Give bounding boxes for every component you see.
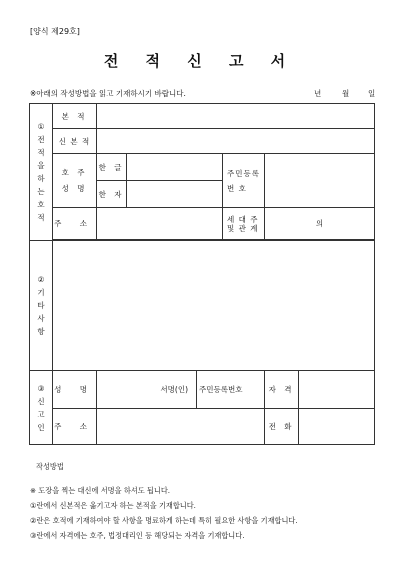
instructions-heading: 작성방법 — [36, 462, 64, 471]
date-year-label: 년 — [314, 89, 322, 98]
qualification-label: 자 격 — [265, 371, 299, 409]
hanja-label: 한 자 — [97, 181, 127, 208]
reporter-address-label: 주 소 — [53, 409, 97, 445]
reporter-name-field[interactable] — [97, 371, 197, 409]
instruction-line: ③란에서 자격에는 호주, 법정대리인 등 해당되는 자격을 기재합니다. — [30, 531, 245, 540]
page-title: 전 적 신 고 서 — [103, 52, 297, 70]
qualification-field[interactable] — [299, 371, 375, 409]
instruction-line: ②란은 호적에 기재하여야 할 사항을 명료하게 하는데 특히 필요한 사항을 기재합니다. — [30, 516, 298, 525]
rrn-label: 주민등록 번 호 — [223, 154, 265, 208]
instruction-line: ※ 도장을 찍는 대신에 서명을 하셔도 됩니다. — [30, 486, 171, 495]
sinbonjeok-field[interactable] — [97, 129, 375, 154]
household-relation-label: 세 대 주 및 관 계 — [223, 208, 265, 240]
form-number: [양식 제29호] — [30, 27, 80, 36]
reporter-rrn-label: 주민등록번호 — [197, 371, 265, 409]
instruction-line: ①란에서 신본적은 옮기고자 하는 본적을 기재합니다. — [30, 501, 196, 510]
date-month-label: 월 — [342, 89, 350, 98]
address-label: 주 소 — [53, 208, 97, 240]
address-field[interactable] — [97, 208, 223, 240]
section3-label: ③ 신 고 인 — [30, 371, 53, 445]
bonjeok-field[interactable] — [97, 104, 375, 129]
hanja-name-field[interactable] — [127, 181, 223, 208]
rrn-field[interactable] — [265, 154, 375, 208]
bonjeok-label: 본 적 — [53, 104, 97, 129]
top-note: ※아래의 작성방법을 읽고 기재하시기 바랍니다. — [30, 89, 186, 98]
hangeul-label: 한 글 — [97, 154, 127, 181]
reporter-name-label: 성 명 — [53, 371, 97, 409]
phone-label: 전 화 — [265, 409, 299, 445]
section1-label: ① 전 적 을 하 는 호 적 — [30, 104, 53, 241]
section2-label: ② 기 타 사 항 — [30, 241, 53, 371]
hangeul-name-field[interactable] — [127, 154, 223, 181]
hoju-name-label: 호 주 성 명 — [53, 154, 97, 208]
other-matters-field[interactable] — [53, 241, 375, 371]
sinbonjeok-label: 신 본 적 — [53, 129, 97, 154]
date-day-label: 일 — [368, 89, 376, 98]
report-form-table — [29, 103, 375, 445]
household-relation-field[interactable] — [265, 208, 375, 240]
signature-label: 서명(인) — [160, 385, 188, 394]
phone-field[interactable] — [299, 409, 375, 445]
relation-suffix: 의 — [315, 219, 324, 228]
reporter-address-field[interactable] — [97, 409, 265, 445]
